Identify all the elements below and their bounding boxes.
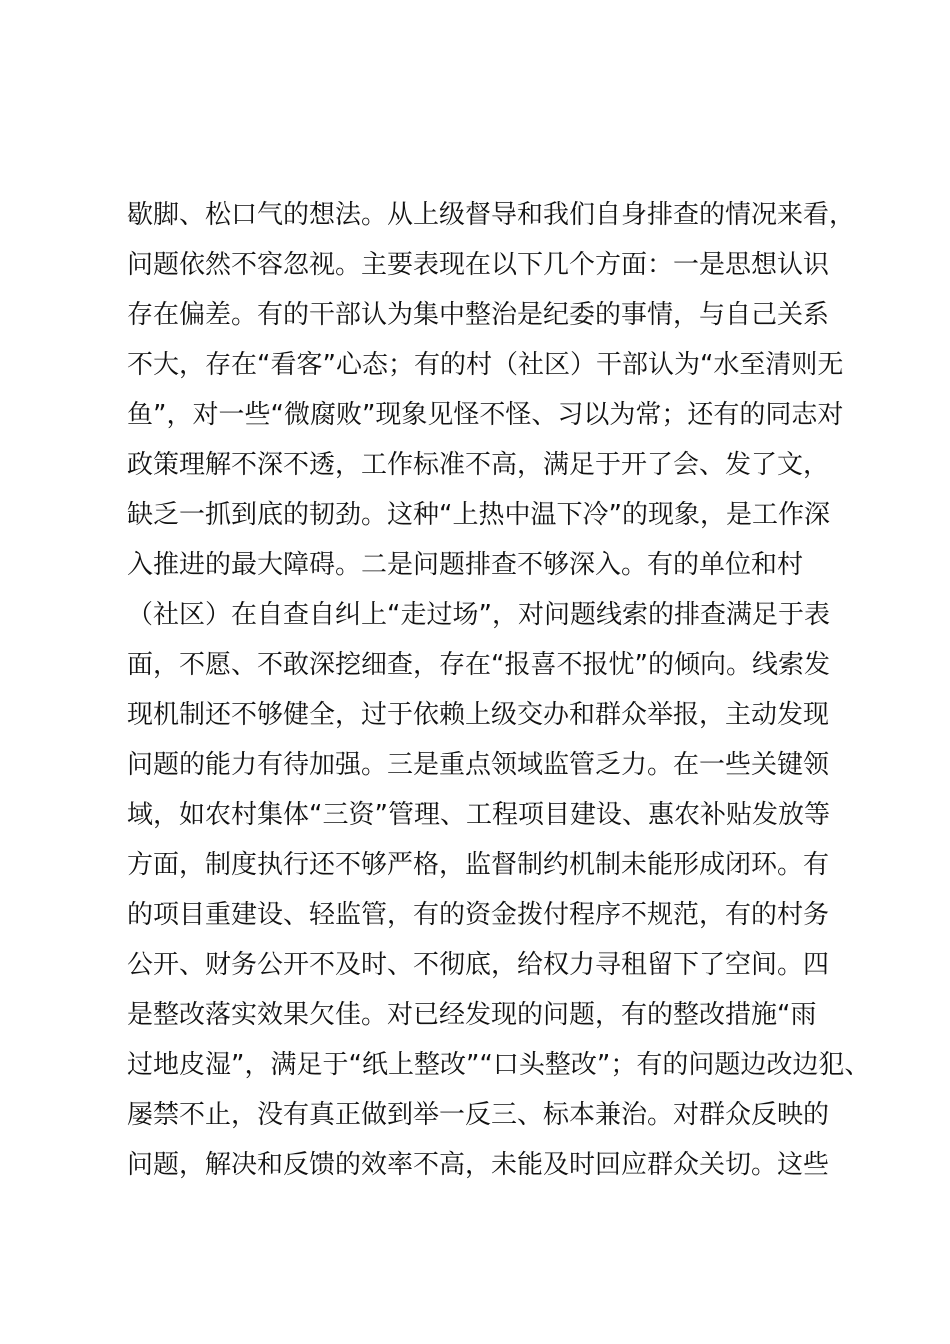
text-line: 过地皮湿”，满足于“纸上整改”“口头整改”；有的问题边改边犯、 xyxy=(127,1050,871,1080)
text-line: 鱼”，对一些“微腐败”现象见怪不怪、习以为常；还有的同志对 xyxy=(127,400,844,430)
text-line: 公开、财务公开不及时、不彻底，给权力寻租留下了空间。四 xyxy=(127,950,830,980)
text-line: 是整改落实效果欠佳。对已经发现的问题，有的整改措施“雨 xyxy=(127,1000,817,1030)
text-line: 域，如农村集体“三资”管理、工程项目建设、惠农补贴发放等 xyxy=(127,800,830,830)
text-line: 的项目重建设、轻监管，有的资金拨付程序不规范，有的村务 xyxy=(127,900,830,930)
text-line: 问题的能力有待加强。三是重点领域监管乏力。在一些关键领 xyxy=(127,750,830,780)
body-text xyxy=(127,190,871,1190)
text-line: 歇脚、松口气的想法。从上级督导和我们自身排查的情况来看， xyxy=(127,200,856,230)
text-line: 现机制还不够健全，过于依赖上级交办和群众举报，主动发现 xyxy=(127,700,830,730)
text-line: 屡禁不止，没有真正做到举一反三、标本兼治。对群众反映的 xyxy=(127,1100,830,1130)
text-line: 问题依然不容忽视。主要表现在以下几个方面：一是思想认识 xyxy=(127,250,830,280)
text-line: 不大，存在“看客”心态；有的村（社区）干部认为“水至清则无 xyxy=(127,350,844,380)
text-line: 入推进的最大障碍。二是问题排查不够深入。有的单位和村 xyxy=(127,550,804,580)
text-line: 方面，制度执行还不够严格，监督制约机制未能形成闭环。有 xyxy=(127,850,830,880)
text-line: 问题，解决和反馈的效率不高，未能及时回应群众关切。这些 xyxy=(127,1150,830,1180)
text-line: （社区）在自查自纠上“走过场”，对问题线索的排查满足于表 xyxy=(127,600,830,630)
text-line: 缺乏一抓到底的韧劲。这种“上热中温下冷”的现象，是工作深 xyxy=(127,500,830,530)
text-line: 政策理解不深不透，工作标准不高，满足于开了会、发了文， xyxy=(127,450,830,480)
text-line: 存在偏差。有的干部认为集中整治是纪委的事情，与自己关系 xyxy=(127,300,830,330)
text-line: 面，不愿、不敢深挖细查，存在“报喜不报忧”的倾向。线索发 xyxy=(127,650,830,680)
